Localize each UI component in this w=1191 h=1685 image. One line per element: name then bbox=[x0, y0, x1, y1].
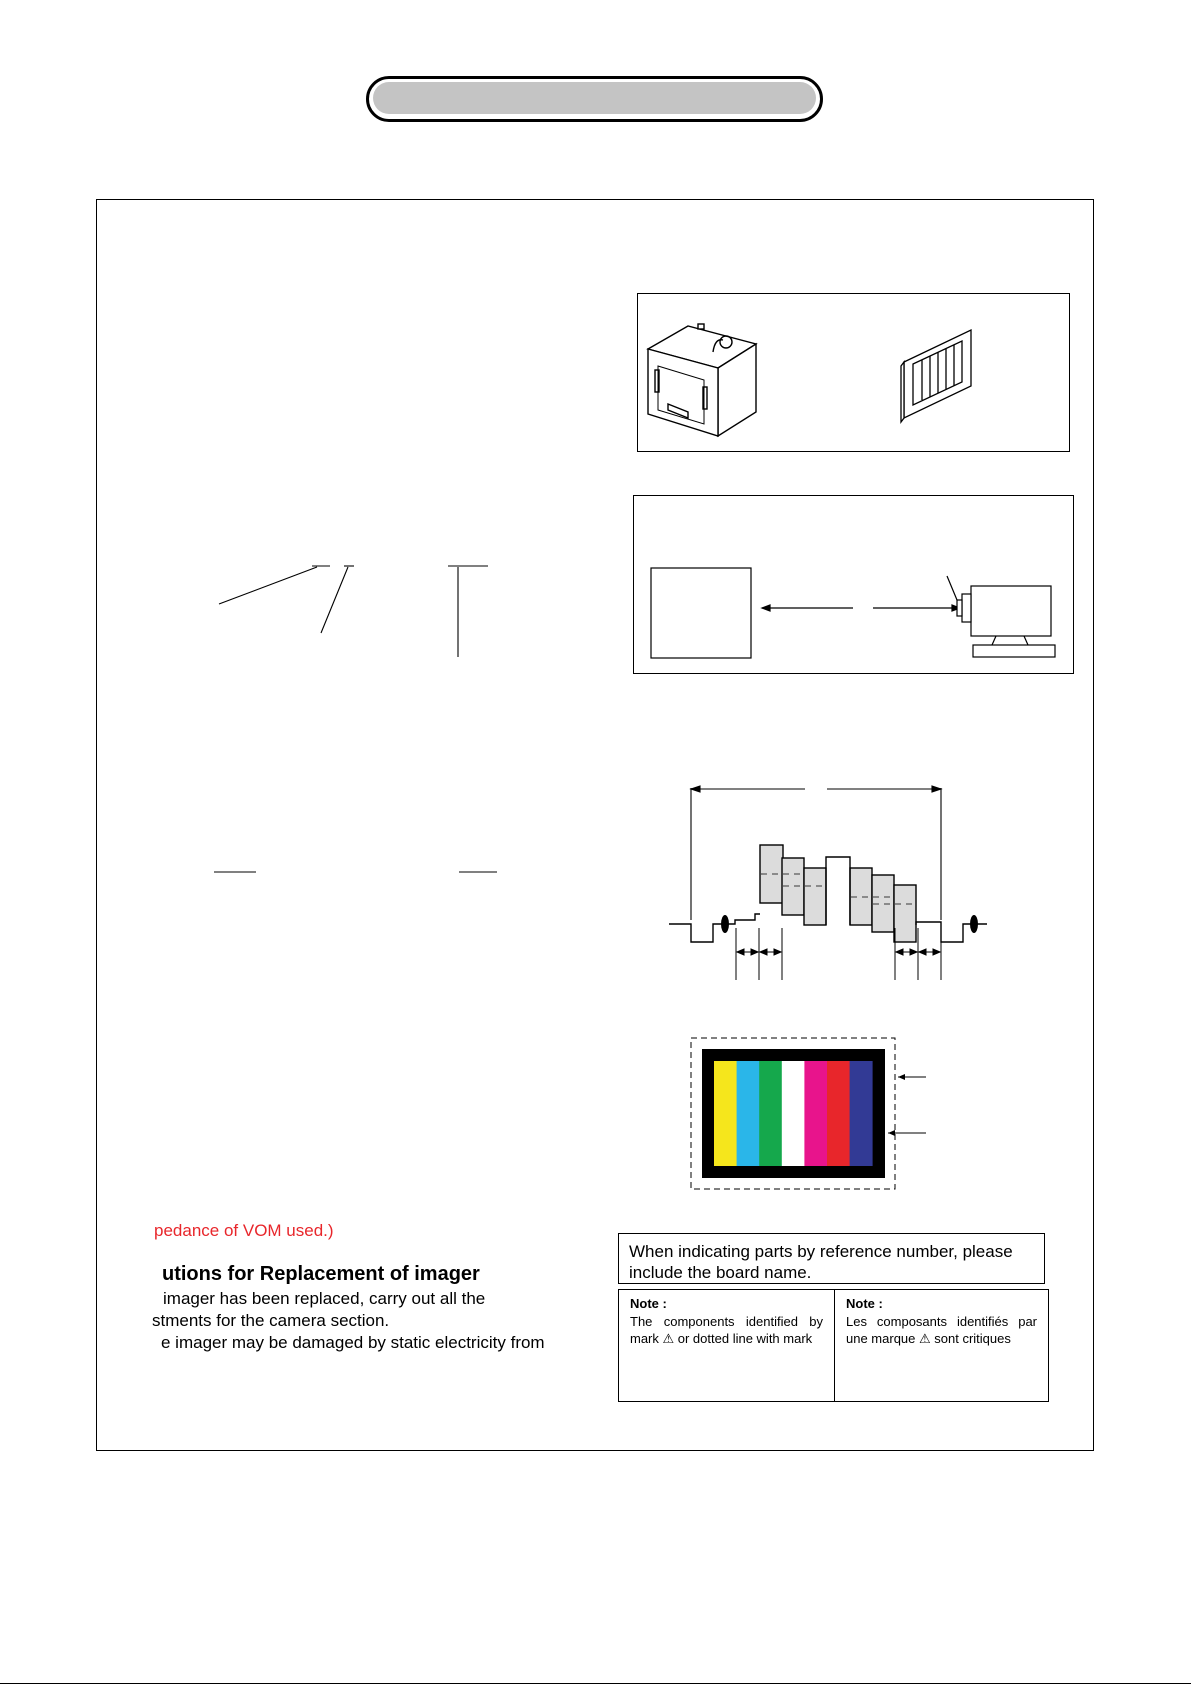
camera-setup-box bbox=[633, 495, 1074, 674]
section-title-fill bbox=[373, 82, 816, 114]
safety-note-french bbox=[835, 1290, 1048, 1401]
distance-arrows bbox=[762, 605, 960, 611]
board-name-instruction-text: When indicating parts by reference number, please include the board name. bbox=[629, 1242, 1013, 1282]
leader-lines-lower bbox=[210, 860, 510, 880]
color-bar-pattern bbox=[690, 1037, 896, 1190]
board-name-instruction-box bbox=[618, 1233, 1045, 1284]
color-bar-3 bbox=[759, 1061, 782, 1166]
vom-impedance-note: pedance of VOM used.) bbox=[154, 1221, 334, 1240]
safety-note-french-title: Note : bbox=[846, 1296, 883, 1311]
video-waveform-diagram bbox=[665, 780, 995, 985]
safety-note-english-title: Note : bbox=[630, 1296, 667, 1311]
color-bar-4 bbox=[782, 1061, 805, 1166]
safety-note-english bbox=[619, 1290, 835, 1401]
color-bar-5 bbox=[804, 1061, 827, 1166]
imager-note-line-2: stments for the camera section. bbox=[152, 1311, 390, 1330]
safety-notes-box bbox=[618, 1289, 1049, 1402]
imager-note-line-1: imager has been replaced, carry out all the bbox=[163, 1289, 486, 1308]
leader-lines-upper bbox=[210, 560, 500, 660]
page-bottom-rule bbox=[0, 1683, 1191, 1684]
imager-replacement-heading: utions for Replacement of imager bbox=[162, 1263, 480, 1285]
color-bar-7 bbox=[850, 1061, 873, 1166]
color-bar-2 bbox=[737, 1061, 760, 1166]
color-bar-6 bbox=[827, 1061, 850, 1166]
safety-note-english-text: The components identified by mark ⚠ or dotted line with mark bbox=[630, 1313, 823, 1346]
test-chart-frame bbox=[651, 568, 751, 658]
safety-note-french-text: Les composants identifiés par une marque ⚠ sont critiques bbox=[846, 1313, 1037, 1346]
camera-on-stand-illustration bbox=[947, 576, 1055, 657]
section-title-banner bbox=[366, 76, 823, 122]
color-bar-1 bbox=[714, 1061, 737, 1166]
imager-parts-box bbox=[637, 293, 1070, 452]
filter-plate-illustration bbox=[901, 330, 971, 422]
imager-note-line-3: e imager may be damaged by static electricity from bbox=[161, 1333, 545, 1352]
imager-block-illustration bbox=[648, 324, 756, 436]
